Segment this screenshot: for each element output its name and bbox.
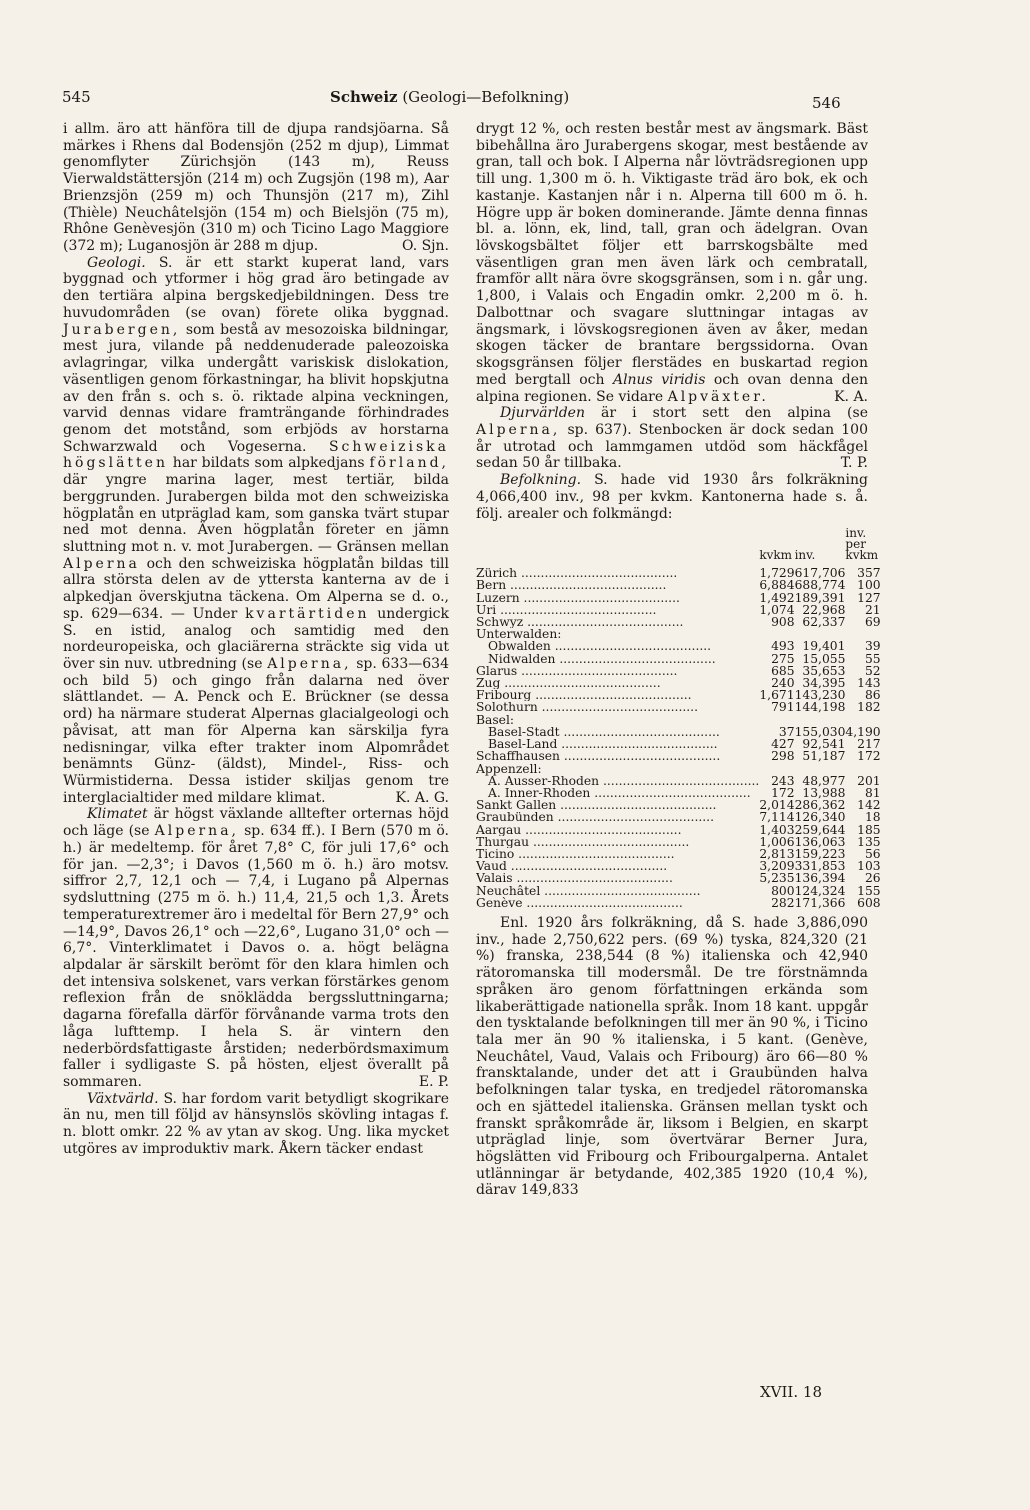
col-inv: inv. xyxy=(794,548,816,563)
cell-inv: 19,401 xyxy=(802,639,846,654)
cell-per: 69 xyxy=(864,615,881,630)
cell-name: Uri ........................................ xyxy=(476,603,657,617)
cell-name: Basel-Stadt ........................................ xyxy=(488,725,720,739)
cell-kvkm: 427 xyxy=(771,737,795,752)
cell-kvkm: 37 xyxy=(778,724,795,739)
vegetation-text-a: S. har fordom varit betydligt skogrikare än nu, men till följd av hänsynslös skövling intagas f. n. blott omkr. 22 % av ytan av skog. Ung. lika mycket utgöres av improduktiv mark. Åkern täcker endast xyxy=(63,1090,449,1157)
fauna-signature: T. P. xyxy=(840,455,868,472)
cell-name: Vaud ........................................ xyxy=(476,860,668,873)
group-label: Basel: xyxy=(476,712,515,727)
cell-per: 357 xyxy=(857,566,881,581)
cell-kvkm: 908 xyxy=(771,615,795,630)
cell-name: Bern ........................................ xyxy=(476,579,667,592)
cell-kvkm: 1,671 xyxy=(759,688,795,703)
languages-text: Enl. 1920 års folkräkning, då S. hade 3,886,090 inv., hade 2,750,622 pers. (69 %) tyska, 824,320 (21 %) franska, 238,544 (8 %) italienska och 42,940 rätoromanska till modersmål. De tre förstnämnda språken äro genom författningen erkända som likaberättigade nationella språk. Inom 18 kant. uppgår den tysktalande befolkningen till mer än 90 %, i Ticino tala mer än 90 % italienska, i 5 kant. (Genève, Neuchâtel, Vaud, Valais och Fribourg) äro 66—80 % fransktalande, under det att i Graubünden halva befolkningen talar tyska, en tredjedel rätoromanska och en sjättedel italienska. Gränsen mellan tyskt och franskt språkområde är, liksom i Belgien, en skarpt utpräglad linje, som övertvärar Berner Jura, högslätten vid Fribourg och Fribourgalperna. Antalet utlänningar är betydande, 402,385 1920 (10,4 %), därav 149,833 xyxy=(476,914,868,1199)
cell-name: Zug ........................................ xyxy=(476,677,661,690)
cell-name: Obwalden ........................................ xyxy=(488,640,712,653)
cell-name: Fribourg ........................................ xyxy=(476,689,692,702)
paragraph-fauna xyxy=(476,405,868,472)
cell-per: 143 xyxy=(857,676,881,691)
running-title xyxy=(330,88,569,106)
cell-name: Genève ........................................ xyxy=(476,896,683,909)
cell-kvkm: 5,235 xyxy=(759,871,795,886)
paragraph-lakes xyxy=(63,121,449,255)
table-row xyxy=(476,897,881,909)
paragraph-population xyxy=(476,472,868,522)
geology-forland: förland, xyxy=(369,455,449,472)
table-row xyxy=(476,872,881,884)
cell-per: 100 xyxy=(857,578,881,593)
table-row xyxy=(476,701,881,713)
vegetation-alpvaxter: Alpväxter. xyxy=(667,388,769,405)
climate-alperna: Alperna, xyxy=(154,823,239,840)
geology-signature: K. A. G. xyxy=(395,789,449,806)
cell-per: 52 xyxy=(864,663,881,678)
cell-inv: 15,055 xyxy=(802,651,846,666)
table-row xyxy=(476,824,881,836)
cell-kvkm: 282 xyxy=(771,895,795,910)
cell-kvkm: 1,492 xyxy=(759,590,795,605)
cell-per: 4,190 xyxy=(845,724,881,739)
cell-per: 201 xyxy=(857,773,881,788)
cell-kvkm: 298 xyxy=(771,749,795,764)
cell-name: Thurgau ........................................ xyxy=(476,835,690,848)
cell-kvkm: 240 xyxy=(771,676,795,691)
cell-per: 56 xyxy=(864,846,881,861)
cell-inv: 189,391 xyxy=(794,590,846,605)
geology-alperna-1: Alperna xyxy=(63,555,140,572)
cell-kvkm: 7,114 xyxy=(759,810,795,825)
cell-per: 39 xyxy=(864,639,881,654)
cell-inv: 136,394 xyxy=(794,871,846,886)
geology-text-d: där yngre marina lager, mest tertiär, bilda berggrunden. Jurabergen bilda mot den schweiziska högplatån en utpräglad kam, som ganska tvärt stupar ned mot denna. Även högplatån företer en jämn sluttning mot n. v. mot Jurabergen. — Gränsen mellan xyxy=(63,472,449,555)
cell-inv: 35,653 xyxy=(802,663,846,678)
cell-name: A. Inner-Rhoden ........................................ xyxy=(488,786,751,800)
cell-name: Valais ........................................ xyxy=(476,872,673,885)
group-label: Appenzell: xyxy=(476,761,542,776)
cell-inv: 22,968 xyxy=(802,602,846,617)
lakes-signature: O. Sjn. xyxy=(402,238,449,255)
vegetation-heading: Växtvärld. xyxy=(87,1090,159,1107)
paragraph-vegetation xyxy=(63,1091,449,1158)
cell-inv: 144,198 xyxy=(794,700,846,715)
cell-name: Ticino ........................................ xyxy=(476,847,675,861)
population-heading: Befolkning. xyxy=(500,472,582,489)
group-label: Unterwalden: xyxy=(476,627,562,642)
cell-name: Aargau ........................................ xyxy=(476,823,682,836)
cell-name: A. Ausser-Rhoden ........................................ xyxy=(488,774,760,787)
cell-per: 18 xyxy=(864,810,881,825)
cell-kvkm: 1,074 xyxy=(759,602,795,617)
cell-per: 55 xyxy=(864,651,881,666)
signature-mark: XVII. 18 xyxy=(760,1383,822,1401)
cell-kvkm: 6,884 xyxy=(759,578,795,593)
cell-per: 127 xyxy=(857,590,881,605)
cell-name: Schaffhausen ........................................ xyxy=(476,750,721,763)
cell-name: Graubünden ........................................ xyxy=(476,811,714,824)
cell-per: 172 xyxy=(857,749,881,764)
cell-kvkm: 3,209 xyxy=(759,859,795,874)
cell-inv: 171,366 xyxy=(794,895,846,910)
geology-alperna-2: Alperna, xyxy=(267,656,352,672)
cell-inv: 331,853 xyxy=(794,859,846,874)
cell-per: 608 xyxy=(857,895,881,910)
geology-hogslatten: Schweiziska högslätten xyxy=(63,438,450,472)
cell-per: 21 xyxy=(864,602,881,617)
paragraph-climate xyxy=(63,806,449,1090)
paragraph-geology xyxy=(63,255,449,807)
geology-text-c: har bildats som alpkedjans xyxy=(172,455,365,472)
cell-name: Nidwalden ........................................ xyxy=(488,652,716,665)
geology-text-f: undergick S. en istid, analog och samtidig med den nordeuropeiska, och glaciärerna sträckte sig vida ut över sin nuv. utbredning (se xyxy=(63,605,450,672)
right-column xyxy=(476,121,881,1199)
vegetation-text-c: och ovan denna den alpina regionen. Se vidare xyxy=(476,371,868,405)
cell-per: 26 xyxy=(864,871,881,886)
cell-name: Solothurn ........................................ xyxy=(476,701,699,714)
table-row xyxy=(476,811,881,823)
page-number-right: 546 xyxy=(812,94,841,112)
climate-signature: E. P. xyxy=(418,1073,449,1090)
cell-inv: 124,324 xyxy=(794,883,846,898)
climate-text-b: sp. 634 ff.). I Bern (570 m ö. h.) är medeltemp. för året 7,8° C, för juli 17,6° och för jan. —2,3°; i Davos (1,560 m ö. h.) äro motsv. siffror 2,7, 12,1 och — 7,4, i Lugano på Alpernas sydsluttning (275 m ö. h.) 11,4, 21,5 och 1,3. Årets temperaturextremer äro i medeltal för Bern 27,9° och —14,9°, Davos 26,1° och —22,6°, Lugano 31,0° och — 6,7°. Vinterklimatet i Davos o. a. högt belägna alpdalar är särskilt berömt för den klara himlen och det intensiva solskenet, vars verkan förstärkes genom reflexion från de snöklädda bergssluttningarna; dagarna förefalla därför förvånande varma trots den låga lufttemp. I hela S. är vintern den nederbördsfattigaste årstiden; nederbördsmaximum faller i sydligaste S. på hösten, eljest överallt på sommaren. xyxy=(63,823,449,1090)
cell-inv: 286,362 xyxy=(794,798,846,813)
geology-kvartartiden: kvartärtiden xyxy=(245,605,370,622)
cell-name: Neuchâtel ........................................ xyxy=(476,884,701,897)
cell-kvkm: 1,729 xyxy=(759,566,795,581)
cell-inv: 688,774 xyxy=(794,578,846,593)
vegetation-text-b: drygt 12 %, och resten består mest av ängsmark. Bäst bibehållna äro Jurabergens skogar, mest bestående av gran, tall och bok. I Alperna når lövträdsregionen upp till ung. 1,300 m ö. h. Viktigaste träd äro bok, ek och kastanje. Kastanjen når i n. Alperna till 600 m ö. h. Högre upp är boken dominerande. Jämte denna finnas bl. a. lönn, ek, lind, tall, gran och ädelgran. Ovan lövskogsbältet följer ett barrskogsbälte med väsentligen gran men även lärk och cembratall, framför allt nära övre skogsgränsen, som i n. går ung. 1,800, i Valais och Engadin omkr. 2,200 m ö. h. Dalbottnar och svagare sluttningar intagas av ängsmark, i lövskogsregionen även av åker, medan skogen täcker de brantare bergssidorna. Ovan skogsgränsen följer flerstädes en buskartad region med bergtall och xyxy=(476,121,868,388)
cell-kvkm: 2,014 xyxy=(759,798,795,813)
vegetation-alnus: Alnus viridis xyxy=(612,371,706,388)
cell-inv: 159,223 xyxy=(794,846,846,861)
lakes-text: i allm. äro att hänföra till de djupa randsjöarna. Så märkes i Rhens dal Bodensjön (252 m djup), Limmat genomflyter Zürichsjön (143 m), Reuss Vierwaldstättersjön (214 m) och Zugsjön (198 m), Aar Brienzsjön (259 m) och Thunsjön (217 m), Zihl (Thièle) Neuchâtelsjön (154 m) och Bielsjön (75 m), Rhône Genèvesjön (310 m) och Ticino Lago Maggiore (372 m); Luganosjön är 288 m djup. xyxy=(63,121,449,255)
cell-inv: 617,706 xyxy=(794,566,846,581)
cell-kvkm: 1,006 xyxy=(759,834,795,849)
fauna-heading: Djurvärlden xyxy=(500,405,585,422)
page-number-left: 545 xyxy=(62,88,91,106)
cell-kvkm: 800 xyxy=(771,883,795,898)
cell-name: Zürich ........................................ xyxy=(476,567,678,580)
table-group-row xyxy=(476,763,881,775)
cell-per: 103 xyxy=(857,859,881,874)
cell-kvkm: 275 xyxy=(771,651,795,666)
cell-inv: 136,063 xyxy=(794,834,846,849)
canton-rows xyxy=(476,567,881,909)
climate-text-a: är högst växlande alltefter orternas höjd och läge (se xyxy=(63,806,449,840)
paragraph-vegetation-cont xyxy=(476,121,868,405)
cell-kvkm: 685 xyxy=(771,663,795,678)
cell-inv: 48,977 xyxy=(802,773,846,788)
cell-per: 155 xyxy=(857,883,881,898)
paragraph-languages xyxy=(476,915,868,1199)
cell-inv: 13,988 xyxy=(802,785,846,800)
left-column xyxy=(63,121,449,1158)
canton-table xyxy=(476,528,881,909)
cell-per: 86 xyxy=(864,688,881,703)
cell-kvkm: 791 xyxy=(771,700,795,715)
table-row xyxy=(476,885,881,897)
table-row xyxy=(476,640,881,652)
cell-inv: 62,337 xyxy=(802,615,846,630)
col-inv-per-kvkm: inv. per kvkm xyxy=(845,526,879,563)
cell-name: Luzern ........................................ xyxy=(476,591,680,604)
vegetation-signature: K. A. xyxy=(834,388,868,405)
cell-kvkm: 1,403 xyxy=(759,822,795,837)
table-row xyxy=(476,750,881,762)
geology-text-g: sp. 633—634 och bild 5) och gingo från dalarna ned över slättlandet. — A. Penck och E. Brückner (se dessa ord) ha närmare studerat Alpernas glacialgeologi och påvisat, att man för Alperna kan särskilja fyra nedisningar, vilka efter trakter inom Alpområdet benämnts Günz- (äldst), Mindel-, Riss- och Würmistiderna. Dessa istider skiljas genom tre interglacialtider med mildare klimat. xyxy=(63,656,449,806)
cell-name: Sankt Gallen ........................................ xyxy=(476,799,717,812)
fauna-text-a: är i stort sett den alpina (se xyxy=(601,405,868,422)
cell-per: 81 xyxy=(864,785,881,800)
cell-name: Glarus ........................................ xyxy=(476,664,678,678)
fauna-alperna: Alperna, xyxy=(476,421,561,438)
cell-inv: 34,395 xyxy=(802,676,846,691)
cell-name: Basel-Land ........................................ xyxy=(488,738,718,751)
title-rest: (Geologi—Befolkning) xyxy=(402,88,570,106)
climate-heading: Klimatet xyxy=(87,806,148,823)
geology-text-e: och den schweiziska högplatån bildas till allra största delen av de yttersta kanterna av de i alpkedjan överskjutna täckena. Om Alperna se d. o., sp. 629—634. — Under xyxy=(63,555,450,622)
title-bold: Schweiz xyxy=(330,88,398,106)
cell-inv: 143,230 xyxy=(794,688,846,703)
population-text-a: S. hade vid 1930 års folkräkning 4,066,400 inv., 98 per kvkm. Kantonerna hade s. å. följ. arealer och folkmängd: xyxy=(476,472,868,522)
table-row xyxy=(476,579,881,591)
table-header-row xyxy=(476,528,881,567)
cell-per: 142 xyxy=(857,798,881,813)
cell-kvkm: 243 xyxy=(771,773,795,788)
cell-inv: 92,541 xyxy=(802,737,846,752)
geology-heading: Geologi. xyxy=(87,254,146,271)
cell-kvkm: 172 xyxy=(771,785,795,800)
geology-text-b: som bestå av mesozoiska bildningar, mest jura, vilande på neddenuderade paleozoiska avlagringar, vilka undergått variskisk dislokation, väsentligen genom förkastningar, ha blivit hopskjutna av den från s. och s. ö. riktade alpina veckningen, varvid dennas vidare framträngande förhindrades genom det motstånd, som erbjöds av horstarna Schwarzwald och Vogeserna. xyxy=(63,321,450,455)
col-kvkm: kvkm xyxy=(759,548,793,563)
cell-inv: 259,644 xyxy=(794,822,846,837)
cell-inv: 126,340 xyxy=(794,810,846,825)
cell-per: 182 xyxy=(857,700,881,715)
cell-per: 185 xyxy=(857,822,881,837)
cell-name: Schwyz ........................................ xyxy=(476,616,684,629)
cell-inv: 51,187 xyxy=(802,749,846,764)
cell-inv: 155,030 xyxy=(794,724,846,739)
fauna-text-b: sp. 637). Stenbocken är dock sedan 100 år utrotad och lammgamen utdöd som häckfågel sedan 50 år tillbaka. xyxy=(476,421,868,472)
cell-kvkm: 2,813 xyxy=(759,846,795,861)
geology-jurabergen: Jurabergen, xyxy=(63,321,181,338)
cell-kvkm: 493 xyxy=(771,639,795,654)
geology-text-a: S. är ett starkt kuperat land, vars byggnad och ytformer i hög grad äro betingade av den tertiära alpina bergskedjebildningen. Dess tre huvudområden (se ovan) förete olika byggnad. xyxy=(63,254,449,321)
cell-per: 217 xyxy=(857,737,881,752)
cell-per: 135 xyxy=(857,834,881,849)
